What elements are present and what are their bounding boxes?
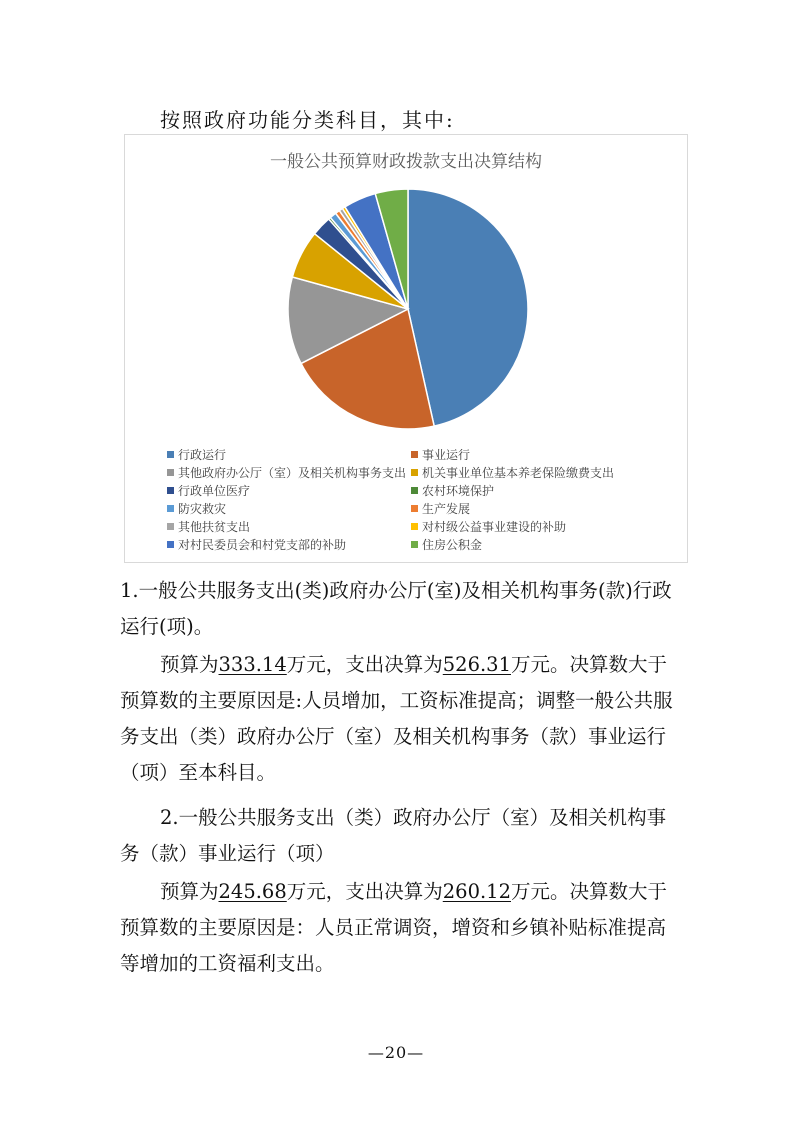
legend-item-12 <box>411 536 661 552</box>
legend-item-4 <box>411 464 661 480</box>
legend-label: 生产发展 <box>422 501 471 516</box>
legend-swatch <box>411 487 418 494</box>
legend-label: 事业运行 <box>422 447 471 462</box>
legend-item-8 <box>411 500 661 516</box>
legend-item-3 <box>167 464 411 480</box>
legend-item-10 <box>411 518 661 534</box>
legend-swatch <box>411 469 418 476</box>
page-number: —20— <box>367 1043 425 1062</box>
s1-mid: 万元，支出决算为 <box>286 653 443 676</box>
s1-prefix: 预算为 <box>160 653 219 676</box>
legend-item-6 <box>411 482 661 498</box>
legend-label: 农村环境保护 <box>422 483 495 498</box>
chart-title: 一般公共预算财政拨款支出决算结构 <box>270 152 542 172</box>
section2-paragraph <box>120 874 680 982</box>
intro-text: 按照政府功能分类科目，其中: <box>160 108 455 132</box>
section1-heading: 1.一般公共服务支出(类)政府办公厅(室)及相关机构事务(款)行政运行(项)。 <box>120 579 672 638</box>
section1-paragraph <box>120 647 680 791</box>
legend-item-11 <box>167 536 411 552</box>
legend-swatch <box>411 523 418 530</box>
legend-label: 其他政府办公厅（室）及相关机构事务支出 <box>178 465 407 480</box>
s2-budget-value: 245.68 <box>218 880 287 903</box>
legend-label: 住房公积金 <box>422 537 483 552</box>
s1-actual-value: 526.31 <box>442 653 511 676</box>
legend-swatch <box>167 451 174 458</box>
s2-actual-value: 260.12 <box>442 880 511 903</box>
legend-swatch <box>167 541 174 548</box>
legend-swatch <box>411 505 418 512</box>
legend-swatch <box>167 487 174 494</box>
legend-label: 其他扶贫支出 <box>178 519 251 534</box>
legend-label: 行政运行 <box>178 447 227 462</box>
legend-item-2 <box>411 446 661 462</box>
section2-heading: 2.一般公共服务支出（类）政府办公厅（室）及相关机构事务（款）事业运行（项） <box>120 806 667 865</box>
legend-label: 行政单位医疗 <box>178 483 251 498</box>
s2-suffix: 万元。决算数大于预算数的主要原因是：人员正常调资，增资和乡镇补贴标准提高等增加的工资福利支出。 <box>120 880 668 975</box>
legend-swatch <box>167 523 174 530</box>
legend-label: 对村级公益事业建设的补助 <box>422 519 567 534</box>
legend-swatch <box>411 541 418 548</box>
legend-item-1 <box>167 446 411 462</box>
legend-label: 机关事业单位基本养老保险缴费支出 <box>422 465 615 480</box>
s1-suffix: 万元。决算数大于预算数的主要原因是:人员增加，工资标准提高；调整一般公共服务支出（类）政府办公厅（室）及相关机构事务（款）事业运行（项）至本科目。 <box>120 653 673 784</box>
legend-item-7 <box>167 500 411 516</box>
s2-mid: 万元，支出决算为 <box>286 880 443 903</box>
s2-prefix: 预算为 <box>160 880 219 903</box>
legend-swatch <box>167 469 174 476</box>
legend-swatch <box>411 451 418 458</box>
legend-item-5 <box>167 482 411 498</box>
s1-budget-value: 333.14 <box>218 653 287 676</box>
legend-swatch <box>167 505 174 512</box>
chart-legend <box>167 446 667 552</box>
legend-item-9 <box>167 518 411 534</box>
pie-chart <box>124 134 688 563</box>
legend-label: 防灾救灾 <box>178 501 227 516</box>
legend-label: 对村民委员会和村党支部的补助 <box>178 537 347 552</box>
